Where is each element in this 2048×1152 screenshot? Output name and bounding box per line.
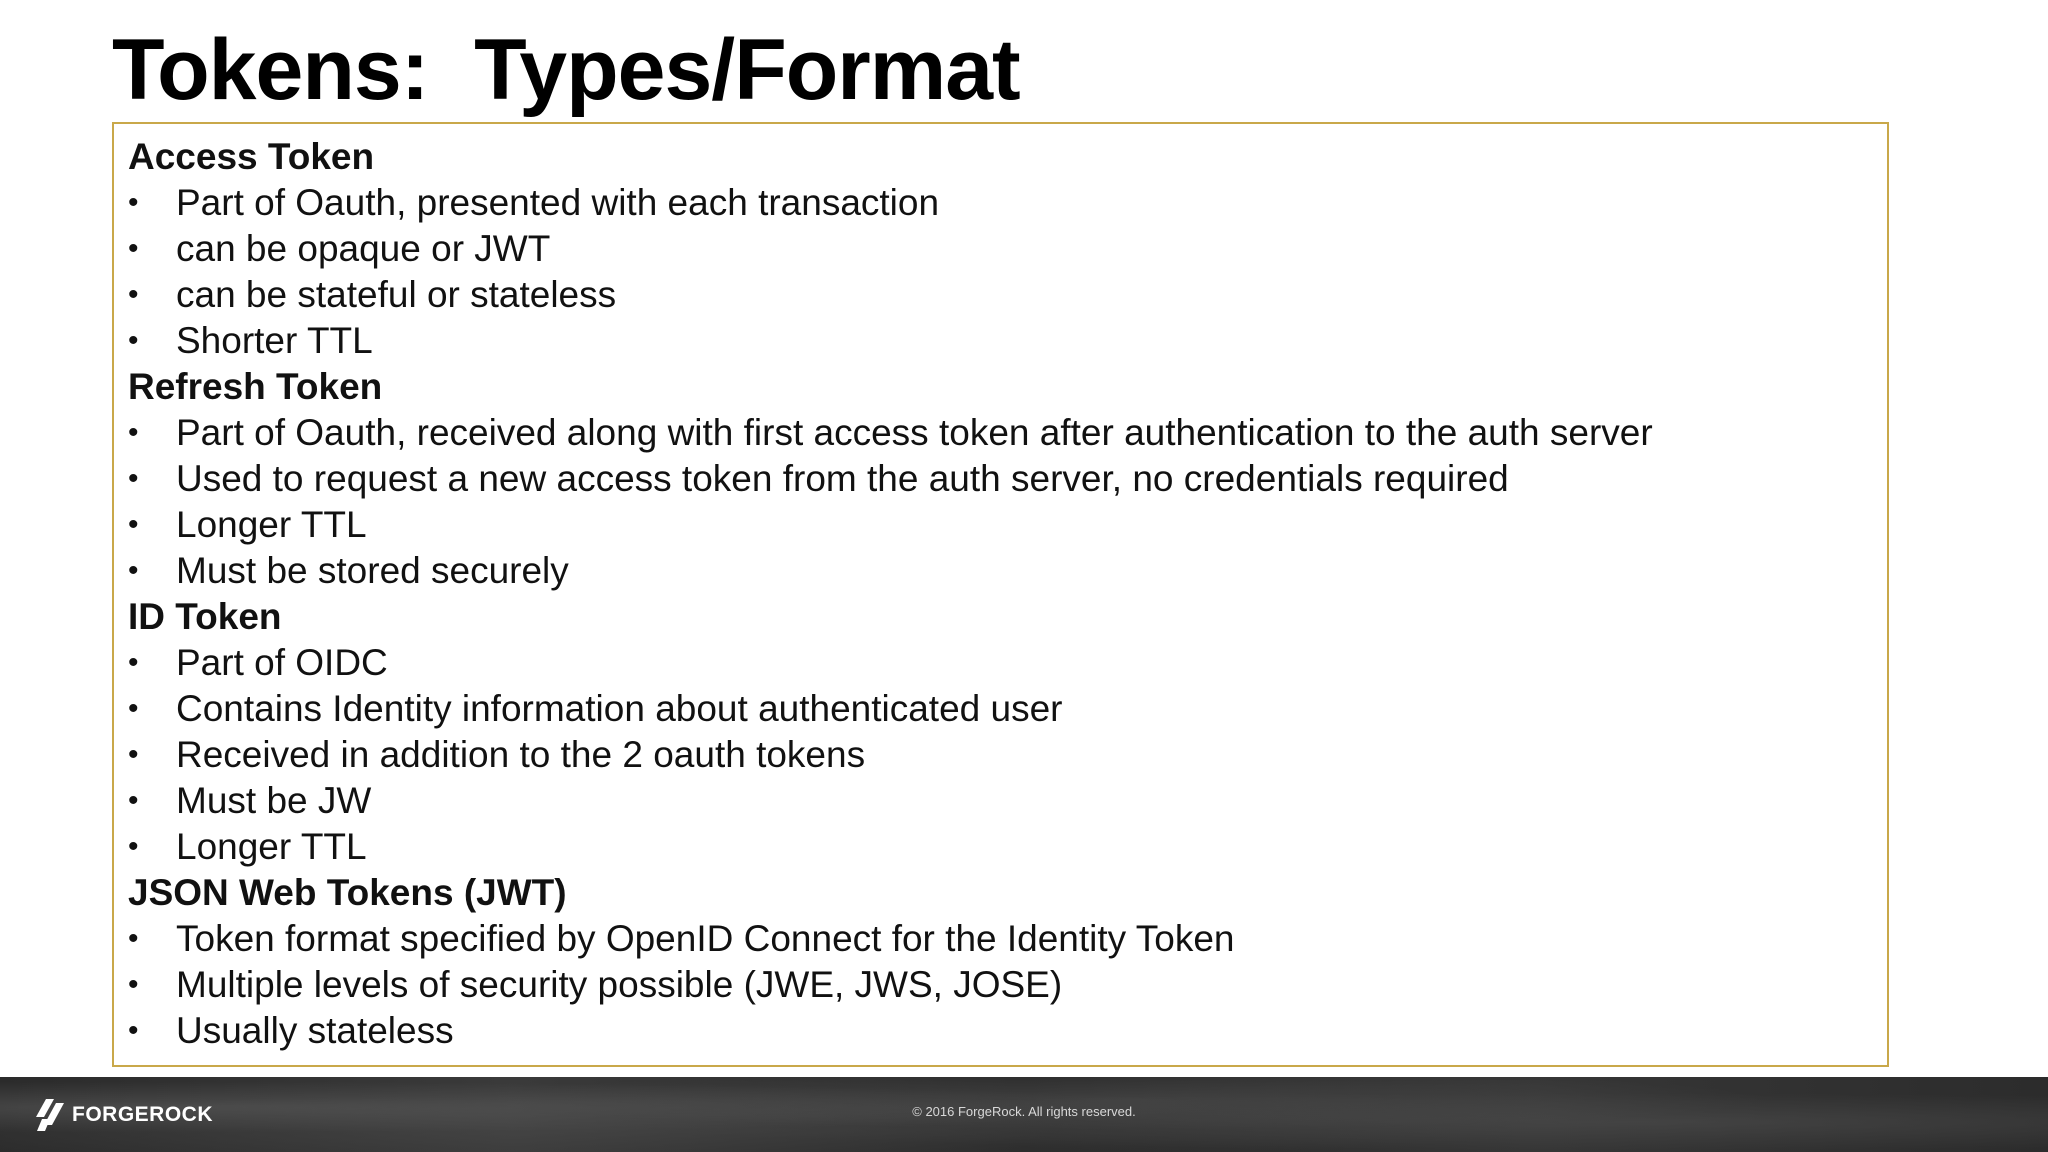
bullet-glyph: • xyxy=(128,186,139,219)
bullet-text: Used to request a new access token from the auth server, no credentials required xyxy=(176,458,1509,499)
bullet-glyph: • xyxy=(128,784,139,817)
bullet-text: Part of Oauth, received along with first access token after authentication to the auth server xyxy=(176,412,1653,453)
bullet-text: Must be stored securely xyxy=(176,550,569,591)
bullet-glyph: • xyxy=(128,646,139,679)
bullet-item xyxy=(128,548,1887,594)
bullet-glyph: • xyxy=(128,416,139,449)
bullet-item xyxy=(128,732,1887,778)
section-heading: ID Token xyxy=(128,596,282,637)
section-heading: JSON Web Tokens (JWT) xyxy=(128,872,567,913)
bullet-list xyxy=(128,640,1887,870)
bullet-glyph: • xyxy=(128,554,139,587)
bullet-item xyxy=(128,272,1887,318)
bullet-glyph: • xyxy=(128,830,139,863)
bullet-text: Multiple levels of security possible (JWE, JWS, JOSE) xyxy=(176,964,1063,1005)
bullet-text: can be opaque or JWT xyxy=(176,228,551,269)
bullet-list xyxy=(128,180,1887,364)
bullet-item xyxy=(128,410,1887,456)
logo-text: FORGEROCK xyxy=(72,1103,213,1126)
section-heading: Refresh Token xyxy=(128,366,383,407)
slide-title: Tokens: Types/Format xyxy=(112,22,1020,118)
bullet-list xyxy=(128,916,1887,1054)
section-refresh-token xyxy=(128,364,1887,594)
section-id-token xyxy=(128,594,1887,870)
bullet-glyph: • xyxy=(128,922,139,955)
bullet-glyph: • xyxy=(128,462,139,495)
bullet-item xyxy=(128,778,1887,824)
bullet-list xyxy=(128,410,1887,594)
bullet-text: can be stateful or stateless xyxy=(176,274,617,315)
bullet-glyph: • xyxy=(128,692,139,725)
bullet-item xyxy=(128,502,1887,548)
bullet-glyph: • xyxy=(128,1014,139,1047)
section-json-web-tokens xyxy=(128,870,1887,1054)
bullet-item xyxy=(128,1008,1887,1054)
bullet-item xyxy=(128,824,1887,870)
bullet-item xyxy=(128,456,1887,502)
bullet-text: Received in addition to the 2 oauth tokens xyxy=(176,734,866,775)
bullet-item xyxy=(128,640,1887,686)
bullet-text: Contains Identity information about authenticated user xyxy=(176,688,1063,729)
bullet-text: Longer TTL xyxy=(176,826,367,867)
section-access-token xyxy=(128,134,1887,364)
bullet-text: Part of OIDC xyxy=(176,642,388,683)
bullet-text: Usually stateless xyxy=(176,1010,454,1051)
copyright-notice: © 2016 ForgeRock. All rights reserved. xyxy=(912,1104,1136,1119)
bullet-item xyxy=(128,318,1887,364)
bullet-text: Shorter TTL xyxy=(176,320,373,361)
bullet-glyph: • xyxy=(128,968,139,1001)
bullet-text: Must be JW xyxy=(176,780,372,821)
bullet-item xyxy=(128,916,1887,962)
bullet-glyph: • xyxy=(128,232,139,265)
bullet-item xyxy=(128,180,1887,226)
footer-bar xyxy=(0,1077,2048,1152)
bullet-item xyxy=(128,686,1887,732)
bullet-text: Part of Oauth, presented with each transaction xyxy=(176,182,940,223)
bullet-item xyxy=(128,226,1887,272)
bullet-glyph: • xyxy=(128,324,139,357)
bullet-text: Token format specified by OpenID Connect for the Identity Token xyxy=(176,918,1235,959)
bullet-glyph: • xyxy=(128,278,139,311)
bullet-item xyxy=(128,962,1887,1008)
bullet-glyph: • xyxy=(128,508,139,541)
content-box xyxy=(112,122,1889,1067)
bullet-text: Longer TTL xyxy=(176,504,367,545)
section-heading: Access Token xyxy=(128,136,375,177)
bullet-glyph: • xyxy=(128,738,139,771)
